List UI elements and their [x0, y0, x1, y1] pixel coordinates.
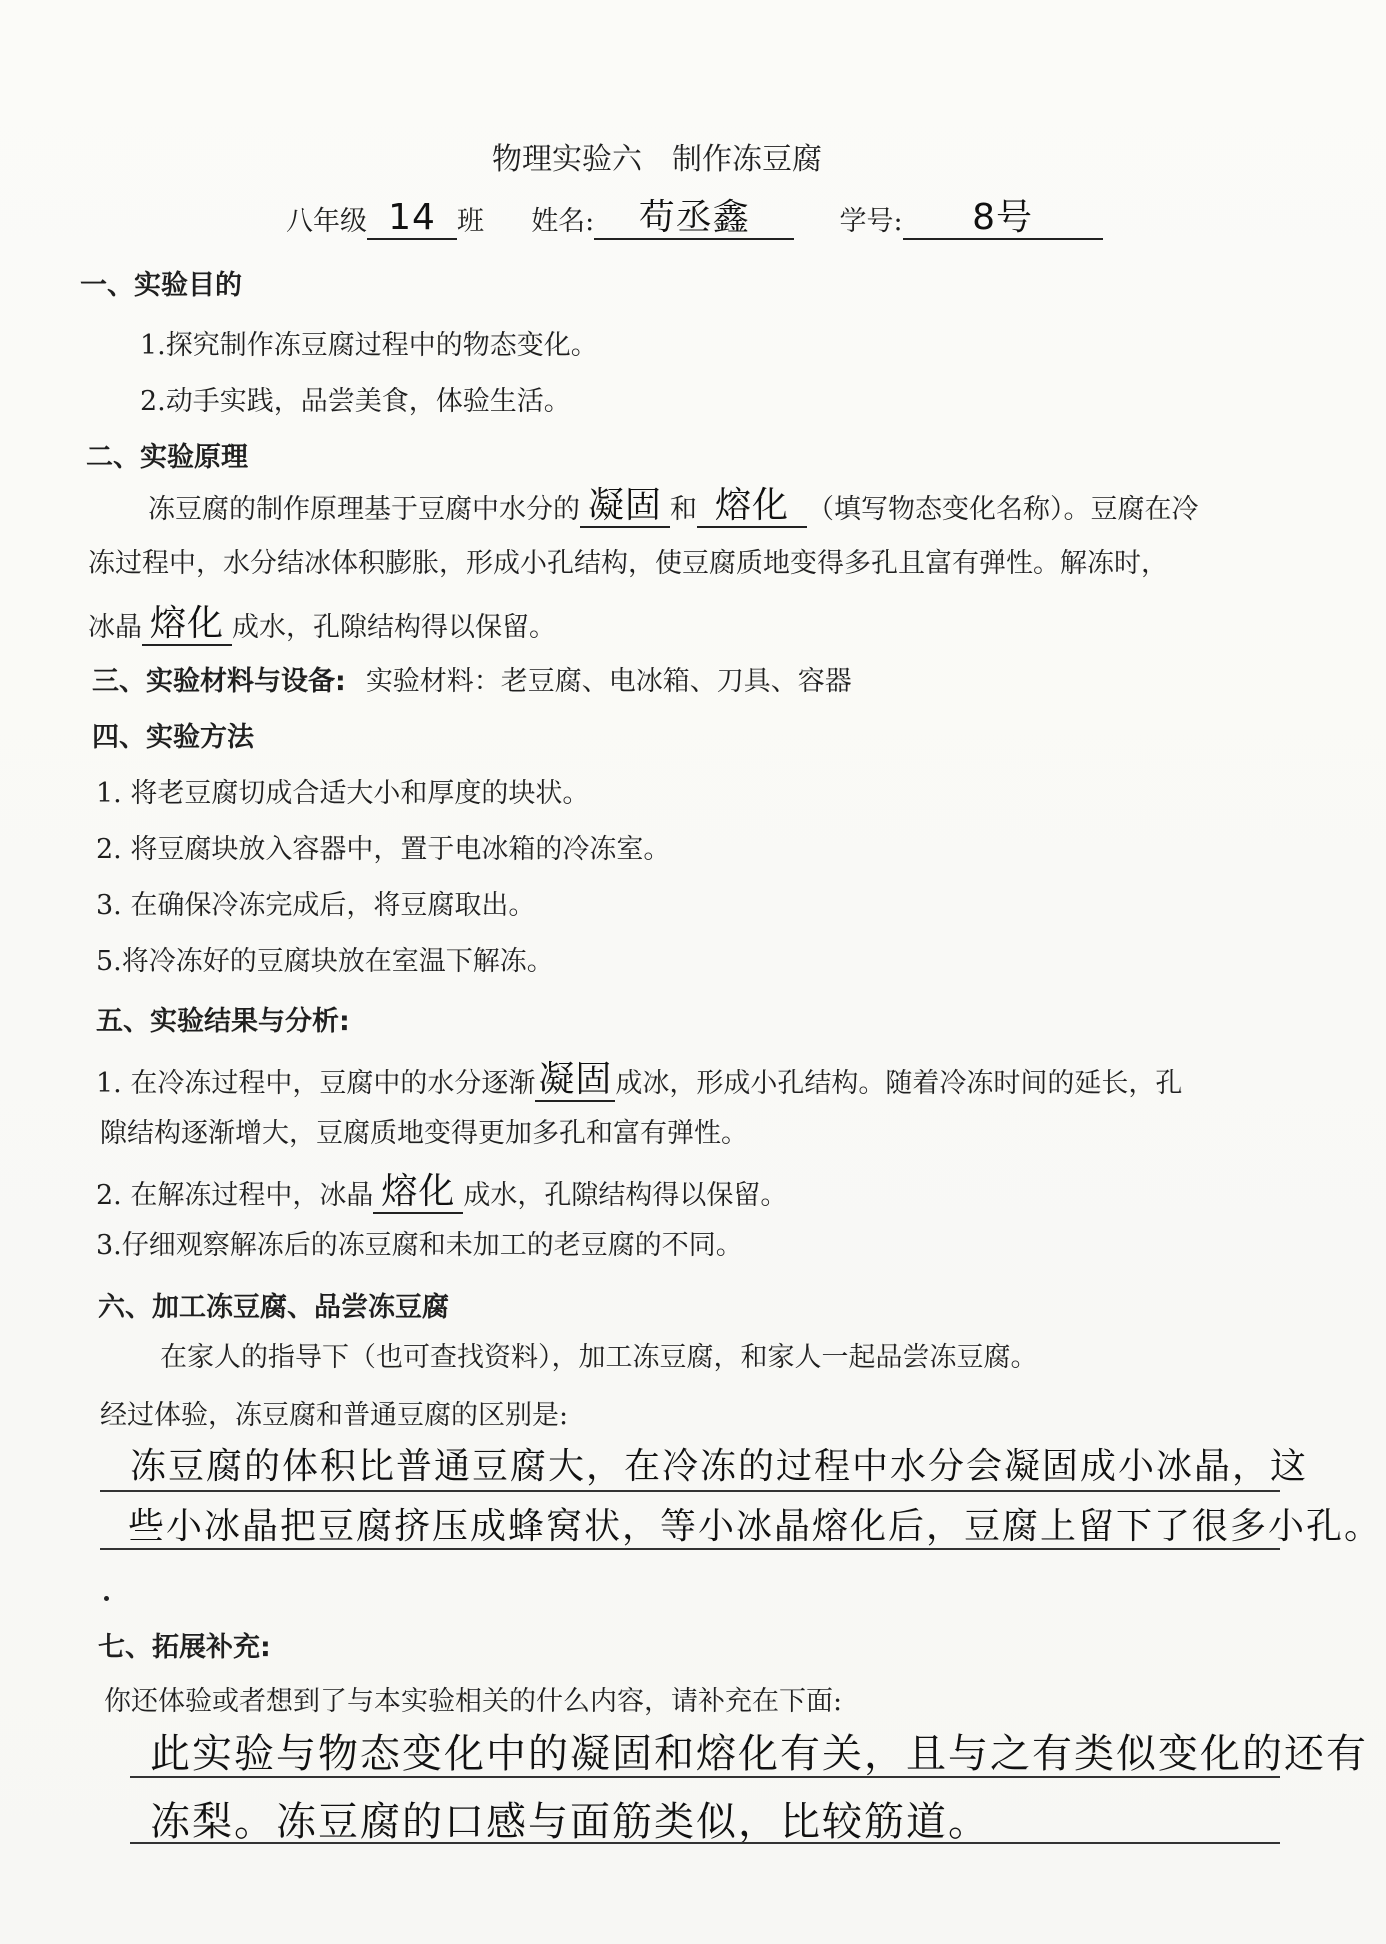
section-6-heading: 六、加工冻豆腐、品尝冻豆腐: [98, 1292, 449, 1323]
section-2-heading: 二、实验原理: [86, 442, 248, 473]
extension-answer-line-2[interactable]: 冻梨。冻豆腐的口感与面筋类似，比较筋道。: [150, 1799, 990, 1845]
principle-blank-1[interactable]: 凝固: [580, 486, 670, 528]
section-5-heading: 五、实验结果与分析:: [96, 1006, 350, 1037]
materials-text: 实验材料：老豆腐、电冰箱、刀具、容器: [365, 666, 852, 697]
result-line-3: 2. 在解冻过程中，冰晶 熔化 成水，孔隙结构得以保留。: [96, 1171, 788, 1212]
principle-blank-2[interactable]: 熔化: [697, 486, 807, 528]
result-line-1: 1. 在冷冻过程中，豆腐中的水分逐渐凝固 成冰，形成小孔结构。随着冷冻时间的延长，孔: [96, 1059, 1183, 1100]
answer-underline: [130, 1776, 1280, 1778]
name-field[interactable]: 苟丞鑫: [594, 198, 794, 240]
result-blank-2[interactable]: 熔化: [373, 1172, 463, 1214]
page-title: 物理实验六 制作冻豆腐: [492, 142, 822, 177]
difference-prompt: 经过体验，冻豆腐和普通豆腐的区别是:: [100, 1400, 569, 1431]
answer-underline: [100, 1490, 1280, 1492]
stray-dot: [104, 1596, 109, 1601]
result-blank-1[interactable]: 凝固: [535, 1060, 615, 1102]
answer-underline: [130, 1842, 1280, 1844]
principle-line-2: 冻过程中，水分结冰体积膨胀，形成小孔结构，使豆腐质地变得多孔且富有弹性。解冻时，: [88, 548, 1168, 579]
principle-blank-3[interactable]: 熔化: [142, 604, 232, 646]
extension-prompt: 你还体验或者想到了与本实验相关的什么内容，请补充在下面:: [104, 1686, 843, 1717]
extension-answer-line-1[interactable]: 此实验与物态变化中的凝固和熔化有关，且与之有类似变化的还有: [150, 1731, 1368, 1777]
result-line-2: 隙结构逐渐增大，豆腐质地变得更加多孔和富有弹性。: [100, 1118, 748, 1149]
grade-label: 八年级: [286, 206, 367, 237]
principle-line-3: 冰晶 熔化 成水，孔隙结构得以保留。: [88, 603, 556, 644]
difference-answer-line-1[interactable]: 冻豆腐的体积比普通豆腐大，在冷冻的过程中水分会凝固成小冰晶，这: [130, 1446, 1309, 1487]
purpose-item: 1.探究制作冻豆腐过程中的物态变化。: [140, 330, 598, 361]
method-step: 2. 将豆腐块放入容器中，置于电冰箱的冷冻室。: [96, 834, 671, 865]
class-label: 班: [457, 206, 484, 237]
section-7-heading: 七、拓展补充:: [98, 1632, 271, 1663]
class-field[interactable]: 14: [367, 198, 457, 240]
student-id-field[interactable]: 8号: [903, 198, 1103, 240]
method-step: 5.将冷冻好的豆腐块放在室温下解冻。: [96, 946, 554, 977]
method-step: 3. 在确保冷冻完成后，将豆腐取出。: [96, 890, 536, 921]
principle-line-1: 冻豆腐的制作原理基于豆腐中水分的 凝固 和 熔化 （填写物态变化名称）。豆腐在冷: [148, 485, 1199, 526]
answer-underline: [100, 1548, 1280, 1550]
tasting-instruction: 在家人的指导下（也可查找资料），加工冻豆腐，和家人一起品尝冻豆腐。: [160, 1342, 1038, 1373]
section-1-heading: 一、实验目的: [80, 270, 242, 301]
student-id-label: 学号:: [839, 206, 903, 237]
method-step: 1. 将老豆腐切成合适大小和厚度的块状。: [96, 778, 590, 809]
name-label: 姓名:: [531, 206, 595, 237]
section-3-heading: 三、实验材料与设备:: [92, 666, 346, 697]
section-4-heading: 四、实验方法: [92, 722, 254, 753]
difference-answer-line-2[interactable]: 些小冰晶把豆腐挤压成蜂窝状，等小冰晶熔化后，豆腐上留下了很多小孔。: [128, 1506, 1383, 1547]
student-info-row: [286, 198, 1103, 240]
purpose-item: 2.动手实践，品尝美食，体验生活。: [140, 386, 571, 417]
result-line-4: 3.仔细观察解冻后的冻豆腐和未加工的老豆腐的不同。: [96, 1230, 743, 1261]
section-3-row: [92, 664, 852, 700]
